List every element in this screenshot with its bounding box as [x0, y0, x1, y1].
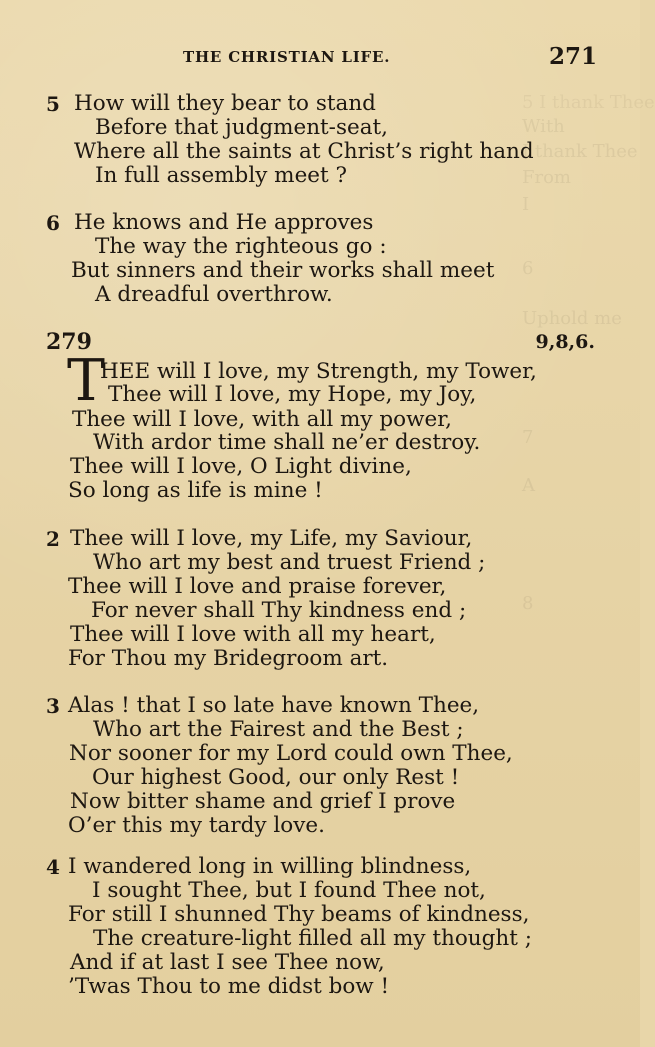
verse-line: He knows and He approves	[74, 210, 374, 235]
verse-line: With ardor time shall ne’er destroy.	[93, 430, 481, 455]
verse-line: Thee will I love with all my heart,	[70, 622, 436, 647]
verse-number: 2	[46, 527, 60, 551]
verse-line: Who art my best and truest Friend ;	[93, 550, 486, 575]
verse-number: 3	[46, 694, 60, 718]
show-through-line: 8	[522, 593, 534, 614]
verse-line: Thee will I love, with all my power,	[72, 407, 452, 432]
verse-line: For never shall Thy kindness end ;	[91, 598, 467, 623]
verse-line: And if at last I see Thee now,	[70, 950, 385, 975]
verse-number: 4	[46, 855, 60, 879]
verse-line: So long as life is mine !	[68, 478, 323, 503]
verse-line: Thee will I love, my Life, my Saviour,	[70, 526, 473, 551]
verse-line: Where all the saints at Christ’s right hand	[74, 139, 534, 164]
page-number: 271	[548, 43, 597, 70]
verse-line: A dreadful overthrow.	[95, 282, 333, 307]
show-through-line: 5 I thank Thee	[522, 92, 655, 113]
verse-line: Thee will I love, O Light divine,	[70, 454, 412, 479]
verse-line: For Thou my Bridegroom art.	[68, 646, 389, 671]
verse-line: Nor sooner for my Lord could own Thee,	[69, 741, 513, 766]
verse-line: Alas ! that I so late have known Thee,	[68, 693, 480, 718]
verse-number: 6	[46, 211, 60, 235]
show-through-line: Uphold me	[522, 308, 622, 329]
show-through-line: A	[522, 475, 535, 496]
verse-line: Thee will I love, my Hope, my Joy,	[108, 382, 477, 407]
show-through-line: 7	[522, 427, 534, 448]
verse-line: Our highest Good, our only Rest !	[92, 765, 460, 790]
verse-line: I sought Thee, but I found Thee not,	[92, 878, 486, 903]
verse-line: But sinners and their works shall meet	[71, 258, 495, 283]
verse-line: Now bitter shame and grief I prove	[70, 789, 456, 814]
verse-line: HEE will I love, my Strength, my Tower,	[100, 359, 537, 384]
verse-line: The creature-light filled all my thought ;	[93, 926, 532, 951]
verse-line: I wandered long in willing blindness,	[68, 854, 472, 879]
show-through-line: With	[522, 116, 565, 137]
verse-line: Thee will I love and praise forever,	[68, 574, 447, 599]
show-through-line: 6	[522, 258, 534, 279]
verse-line: O’er this my tardy love.	[68, 813, 325, 838]
verse-line: Before that judgment-seat,	[95, 115, 388, 140]
show-through-line: From	[522, 167, 571, 188]
verse-line: For still I shunned Thy beams of kindness,	[68, 902, 530, 927]
show-through-line: I	[522, 194, 530, 215]
verse-number: 5	[46, 92, 60, 116]
verse-line: ’Twas Thou to me didst bow !	[68, 974, 390, 999]
verse-line: The way the righteous go :	[95, 234, 387, 259]
verse-line: In full assembly meet ?	[95, 163, 348, 188]
dropcap-letter: T	[67, 348, 106, 414]
verse-line: Who art the Fairest and the Best ;	[93, 717, 464, 742]
show-through-line: I thank Thee	[522, 141, 638, 162]
hymn-meter: 9,8,6.	[535, 331, 595, 353]
verse-line: How will they bear to stand	[74, 91, 376, 116]
hymn-number: 279	[46, 329, 92, 355]
page-header-title: THE CHRISTIAN LIFE.	[183, 48, 391, 66]
